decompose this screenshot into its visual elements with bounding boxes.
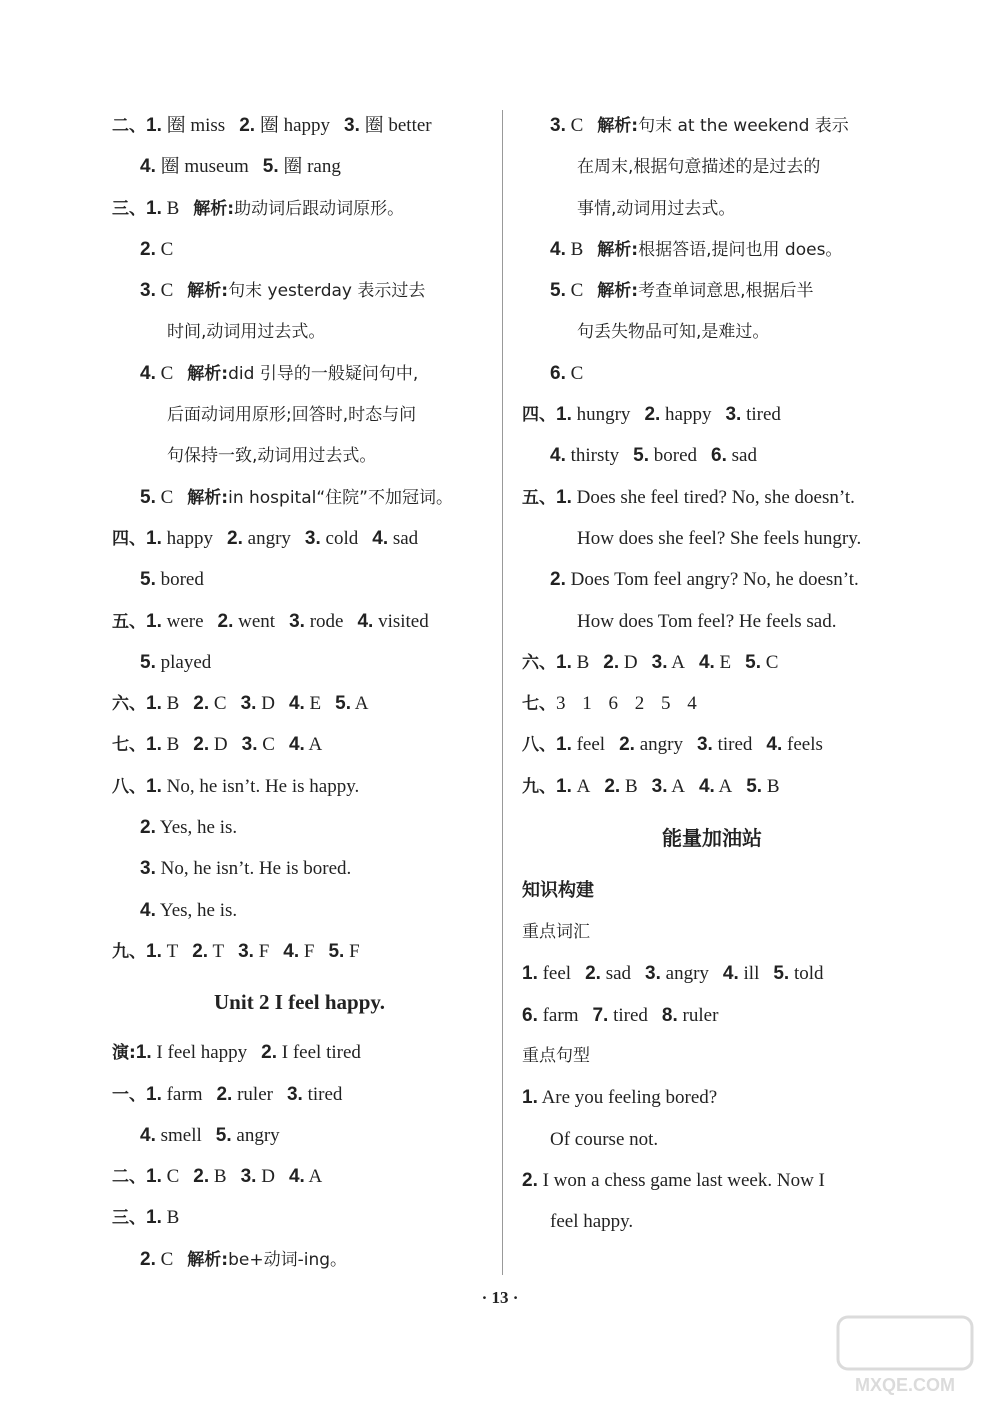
answer: Yes, he is. bbox=[159, 899, 238, 921]
item-number: 3. bbox=[550, 115, 566, 136]
item-number: 4. bbox=[288, 1166, 305, 1188]
section-marker: 三、 bbox=[112, 198, 146, 219]
item-number: 4. bbox=[288, 734, 305, 756]
item-number: 1. bbox=[146, 197, 162, 219]
answer: angry bbox=[247, 527, 291, 549]
answer-line bbox=[112, 683, 487, 724]
answer: D bbox=[213, 734, 228, 756]
item-number: 1. bbox=[146, 1083, 162, 1105]
subheading: 知识构建 bbox=[522, 880, 594, 902]
left-column bbox=[112, 105, 487, 1280]
answer-line bbox=[112, 188, 487, 229]
item-number: 3. bbox=[140, 858, 156, 880]
explanation-label: 解析: bbox=[597, 116, 639, 136]
answer: A bbox=[308, 734, 323, 756]
answer-line bbox=[522, 601, 902, 642]
answer: farm bbox=[166, 1083, 203, 1105]
answer-line bbox=[522, 724, 902, 765]
answer: feel happy. bbox=[550, 1211, 634, 1233]
answer: thirsty bbox=[570, 445, 620, 467]
answer: I feel happy bbox=[156, 1042, 248, 1064]
section-marker: 九、 bbox=[112, 941, 146, 962]
item-number: 4. bbox=[140, 156, 156, 178]
answer-line bbox=[112, 1197, 487, 1238]
answer: C bbox=[570, 362, 584, 384]
explanation-text: 在周末,根据句意描述的是过去的 bbox=[577, 157, 821, 178]
answer: feel bbox=[576, 734, 606, 756]
answer: A bbox=[671, 651, 685, 673]
item-number: 5. bbox=[746, 775, 763, 797]
answer: ruler bbox=[237, 1083, 273, 1105]
section-marker: 六、 bbox=[112, 694, 146, 715]
answer: F bbox=[349, 940, 360, 962]
item-number: 5. bbox=[745, 651, 762, 673]
item-number: 2. bbox=[140, 238, 156, 260]
answer: No, he isn’t. He is bored. bbox=[160, 858, 352, 880]
explanation-label: 解析: bbox=[193, 198, 235, 219]
item-number: 3. bbox=[645, 963, 661, 985]
answer: I won a chess game last week. Now I bbox=[542, 1169, 825, 1191]
section-marker: 五、 bbox=[112, 611, 146, 632]
answer-line bbox=[522, 559, 902, 600]
explanation-label: 解析: bbox=[187, 281, 229, 302]
answer: were bbox=[166, 610, 204, 632]
item-number: 2. bbox=[227, 527, 243, 549]
answer: played bbox=[160, 651, 212, 673]
explanation-text: 后面动词用原形;回答时,时态与问 bbox=[167, 405, 417, 426]
item-number: 7. bbox=[592, 1004, 609, 1026]
item-number: 3. bbox=[240, 1166, 257, 1188]
answer: C bbox=[570, 115, 584, 136]
answer: Does she feel tired? No, she doesn’t. bbox=[576, 486, 855, 508]
section-marker: 七、 bbox=[112, 735, 146, 756]
item-number: 3. bbox=[651, 775, 668, 797]
item-number: 2. bbox=[193, 1166, 210, 1188]
answer: 圈 better bbox=[364, 115, 432, 136]
explanation-text: 事情,动词用过去式。 bbox=[577, 198, 736, 219]
answer: C bbox=[570, 280, 584, 302]
explanation-text: 考查单词意思,根据后半 bbox=[638, 281, 814, 302]
answer: ruler bbox=[682, 1004, 719, 1026]
item-number: 2. bbox=[644, 404, 661, 426]
section-marker: 三、 bbox=[112, 1208, 146, 1229]
answer-line bbox=[522, 1119, 902, 1160]
answer: C bbox=[166, 1166, 180, 1188]
item-number: 1. bbox=[556, 734, 572, 756]
item-number: 2. bbox=[193, 693, 210, 715]
answer: B bbox=[166, 693, 180, 715]
answer-line bbox=[112, 766, 487, 807]
subheading: 重点句型 bbox=[522, 1045, 590, 1066]
section-marker: 二、 bbox=[112, 1167, 146, 1188]
item-number: 5. bbox=[328, 940, 345, 962]
answer: C bbox=[213, 693, 227, 715]
item-number: 2. bbox=[140, 1248, 156, 1270]
answer: 圈 miss bbox=[166, 115, 226, 136]
answer: B bbox=[624, 775, 638, 797]
item-number: 2. bbox=[192, 940, 209, 962]
answer-line bbox=[522, 146, 902, 187]
answer: B bbox=[166, 1207, 180, 1229]
item-number: 2. bbox=[585, 963, 601, 985]
answer: feel bbox=[542, 963, 572, 985]
explanation-label: 解析: bbox=[187, 1249, 229, 1270]
item-number: 5. bbox=[140, 651, 156, 673]
answer: E bbox=[309, 693, 322, 715]
item-number: 1. bbox=[556, 486, 572, 508]
answer-line bbox=[112, 146, 487, 187]
section-marker: 七、 bbox=[522, 694, 556, 715]
item-number: 6. bbox=[550, 362, 566, 384]
answer-line bbox=[522, 995, 902, 1036]
item-number: 2. bbox=[239, 115, 256, 136]
page-number: · 13 · bbox=[481, 1288, 519, 1307]
answer-line bbox=[112, 1156, 487, 1197]
item-number: 4. bbox=[698, 651, 715, 673]
answer: happy bbox=[166, 527, 214, 549]
item-number: 4. bbox=[550, 445, 566, 467]
subheading: 重点词汇 bbox=[522, 922, 590, 943]
answer-line bbox=[112, 394, 487, 435]
item-number: 2. bbox=[140, 817, 156, 839]
item-number: 4. bbox=[766, 734, 783, 756]
answer: D bbox=[623, 651, 638, 673]
answer: F bbox=[303, 940, 315, 962]
item-number: 5. bbox=[140, 486, 156, 508]
answer-line bbox=[522, 394, 902, 435]
answer: F bbox=[258, 940, 270, 962]
answer: B bbox=[166, 197, 180, 219]
section-marker: 一、 bbox=[112, 1084, 146, 1105]
answer-line bbox=[522, 642, 902, 683]
item-number: 1. bbox=[146, 693, 162, 715]
answer: 圈 happy bbox=[259, 115, 331, 136]
item-number: 1. bbox=[556, 404, 572, 426]
section-heading: 能量加油站 bbox=[662, 826, 762, 851]
answer: A bbox=[354, 693, 369, 715]
answer: sad bbox=[731, 445, 757, 467]
item-number: 3. bbox=[304, 527, 321, 549]
answer-line bbox=[522, 270, 902, 311]
answer-line bbox=[112, 229, 487, 270]
answer: C bbox=[765, 651, 779, 673]
answer: hungry bbox=[576, 404, 631, 426]
item-number: 4. bbox=[722, 963, 739, 985]
explanation-text: 句丢失物品可知,是难过。 bbox=[577, 322, 770, 343]
item-number: 2. bbox=[619, 734, 635, 756]
answer-line bbox=[112, 848, 487, 889]
answer: visited bbox=[378, 610, 429, 632]
section-marker: 九、 bbox=[522, 776, 556, 797]
item-number: 2. bbox=[522, 1169, 538, 1191]
answer: angry bbox=[665, 963, 709, 985]
answer-line bbox=[112, 1115, 487, 1156]
answer: tired bbox=[613, 1004, 648, 1026]
answer-line bbox=[522, 311, 902, 352]
answer: I feel tired bbox=[281, 1042, 361, 1064]
explanation-text: 时间,动词用过去式。 bbox=[167, 322, 326, 343]
item-number: 3. bbox=[238, 940, 254, 962]
item-number: 2. bbox=[603, 651, 620, 673]
answer: smell bbox=[160, 1124, 202, 1146]
answer: How does she feel? She feels hungry. bbox=[577, 527, 862, 549]
answer: bored bbox=[653, 445, 698, 467]
answer: E bbox=[719, 651, 732, 673]
answer-line bbox=[522, 953, 902, 994]
answer: went bbox=[238, 610, 276, 632]
answer-line bbox=[522, 477, 902, 518]
answer-line bbox=[522, 353, 902, 394]
answer: C bbox=[262, 734, 275, 756]
answer-line bbox=[522, 1201, 902, 1242]
answer: bored bbox=[160, 569, 204, 591]
answer-line bbox=[112, 1032, 487, 1073]
item-number: 1. bbox=[146, 775, 162, 797]
answer-line bbox=[112, 931, 487, 972]
item-number: 4. bbox=[283, 940, 300, 962]
answer: ill bbox=[743, 963, 760, 985]
answer-line bbox=[112, 518, 487, 559]
answer: B bbox=[576, 651, 590, 673]
item-number: 5. bbox=[215, 1124, 232, 1146]
answer-line bbox=[112, 724, 487, 765]
answer: told bbox=[793, 963, 824, 985]
answer: C bbox=[160, 1248, 174, 1270]
answer: farm bbox=[542, 1004, 579, 1026]
answer: Are you feeling bored? bbox=[541, 1087, 718, 1109]
explanation-text: 根据答语,提问也用 does。 bbox=[638, 239, 843, 260]
explanation-text: 句末 yesterday 表示过去 bbox=[228, 281, 426, 302]
answer: B bbox=[166, 734, 180, 756]
answer: rode bbox=[309, 610, 344, 632]
item-number: 1. bbox=[135, 1042, 152, 1064]
explanation-text: in hospital“住院”不加冠词。 bbox=[228, 487, 453, 508]
item-number: 1. bbox=[522, 963, 538, 985]
item-number: 3. bbox=[240, 693, 257, 715]
answer-line bbox=[112, 1074, 487, 1115]
answer: T bbox=[212, 940, 225, 962]
answer: T bbox=[166, 940, 179, 962]
answer: Of course not. bbox=[550, 1128, 659, 1150]
item-number: 1. bbox=[146, 115, 162, 136]
section-marker: 四、 bbox=[112, 528, 146, 549]
explanation-text: 句末 at the weekend 表示 bbox=[638, 116, 849, 136]
item-number: 1. bbox=[146, 1207, 162, 1229]
answer: angry bbox=[236, 1124, 280, 1146]
unit-heading: Unit 2 I feel happy. bbox=[214, 990, 385, 1015]
answer: sad bbox=[605, 963, 632, 985]
section-marker: 八、 bbox=[112, 776, 146, 797]
section-marker: 六、 bbox=[522, 652, 556, 673]
answer: angry bbox=[639, 734, 683, 756]
item-number: 3. bbox=[344, 115, 360, 136]
answer-line bbox=[522, 188, 902, 229]
section-marker: 演: bbox=[112, 1043, 136, 1064]
item-number: 4. bbox=[357, 610, 374, 632]
item-number: 4. bbox=[140, 899, 156, 921]
item-number: 1. bbox=[146, 610, 162, 632]
answer-line bbox=[522, 518, 902, 559]
answer: No, he isn’t. He is happy. bbox=[166, 775, 360, 797]
answer: 3 1 6 2 5 4 bbox=[556, 693, 697, 715]
section-marker: 四、 bbox=[522, 405, 556, 426]
answer-line bbox=[522, 1077, 902, 1118]
item-number: 1. bbox=[146, 1166, 162, 1188]
item-number: 6. bbox=[522, 1004, 538, 1026]
explanation-label: 解析: bbox=[187, 363, 229, 384]
answer-line bbox=[112, 807, 487, 848]
item-number: 3. bbox=[140, 280, 156, 302]
answer: B bbox=[213, 1166, 227, 1188]
item-number: 2. bbox=[216, 1083, 233, 1105]
answer-line bbox=[522, 435, 902, 476]
answer-line bbox=[112, 559, 487, 600]
answer-line bbox=[112, 353, 487, 394]
item-number: 1. bbox=[556, 651, 572, 673]
answer: B bbox=[766, 775, 780, 797]
item-number: 4. bbox=[698, 775, 715, 797]
explanation-text: 句保持一致,动词用过去式。 bbox=[167, 446, 377, 467]
item-number: 5. bbox=[335, 693, 352, 715]
answer: tired bbox=[717, 734, 753, 756]
item-number: 1. bbox=[146, 527, 162, 549]
item-number: 2. bbox=[550, 569, 566, 591]
answer-line bbox=[112, 601, 487, 642]
item-number: 4. bbox=[372, 527, 389, 549]
answer: feels bbox=[787, 734, 823, 756]
answer: D bbox=[261, 693, 275, 715]
section-marker: 二、 bbox=[112, 116, 146, 136]
answer: 圈 rang bbox=[283, 156, 341, 178]
explanation-text: be+动词-ing。 bbox=[228, 1249, 348, 1270]
item-number: 3. bbox=[286, 1083, 303, 1105]
explanation-label: 解析: bbox=[187, 487, 229, 508]
answer: tired bbox=[307, 1083, 343, 1105]
item-number: 6. bbox=[711, 445, 727, 467]
item-number: 4. bbox=[140, 1124, 156, 1146]
answer-line bbox=[522, 1160, 902, 1201]
answer-line bbox=[522, 766, 902, 807]
right-column bbox=[522, 105, 902, 1242]
item-number: 4. bbox=[288, 693, 305, 715]
answer-line bbox=[112, 890, 487, 931]
watermark-text: MXQE.COM bbox=[854, 1375, 956, 1395]
answer-line bbox=[112, 435, 487, 476]
answer-line bbox=[112, 311, 487, 352]
answer: tired bbox=[746, 404, 781, 426]
item-number: 2. bbox=[217, 610, 234, 632]
section-marker: 五、 bbox=[522, 487, 556, 508]
answer: How does Tom feel? He feels sad. bbox=[577, 610, 837, 632]
item-number: 8. bbox=[661, 1004, 678, 1026]
explanation-label: 解析: bbox=[597, 239, 639, 260]
item-number: 3. bbox=[725, 404, 742, 426]
answer: C bbox=[160, 280, 174, 302]
watermark-icon bbox=[830, 1311, 980, 1401]
item-number: 2. bbox=[193, 734, 210, 756]
column-divider bbox=[502, 110, 503, 1275]
answer: happy bbox=[665, 404, 712, 426]
item-number: 5. bbox=[262, 156, 279, 178]
explanation-text: did 引导的一般疑问句中, bbox=[228, 363, 419, 384]
explanation-label: 解析: bbox=[597, 281, 639, 302]
answer-line bbox=[112, 1239, 487, 1280]
answer: cold bbox=[325, 527, 359, 549]
answer: B bbox=[570, 238, 584, 260]
item-number: 1. bbox=[522, 1087, 538, 1109]
answer-line bbox=[112, 642, 487, 683]
item-number: 4. bbox=[550, 238, 566, 260]
answer-line bbox=[112, 270, 487, 311]
item-number: 5. bbox=[550, 280, 566, 302]
item-number: 3. bbox=[696, 734, 713, 756]
section-marker: 八、 bbox=[522, 735, 556, 756]
item-number: 1. bbox=[146, 940, 162, 962]
answer-line bbox=[522, 683, 902, 724]
answer: A bbox=[308, 1166, 323, 1188]
item-number: 4. bbox=[140, 362, 156, 384]
item-number: 2. bbox=[261, 1042, 278, 1064]
answer: A bbox=[671, 775, 685, 797]
answer: A bbox=[718, 775, 733, 797]
watermark-logo bbox=[830, 1311, 980, 1401]
answer: C bbox=[160, 486, 174, 508]
answer: 圈 museum bbox=[160, 156, 249, 178]
item-number: 5. bbox=[773, 963, 790, 985]
answer: D bbox=[261, 1166, 275, 1188]
answer-line bbox=[112, 477, 487, 518]
answer: Does Tom feel angry? No, he doesn’t. bbox=[570, 569, 859, 591]
answer: C bbox=[160, 362, 174, 384]
explanation-text: 助动词后跟动词原形。 bbox=[234, 198, 405, 219]
item-number: 5. bbox=[633, 445, 650, 467]
item-number: 3. bbox=[651, 651, 668, 673]
answer-line bbox=[522, 229, 902, 270]
item-number: 1. bbox=[556, 775, 572, 797]
answer: C bbox=[160, 238, 174, 260]
item-number: 2. bbox=[604, 775, 621, 797]
answer: Yes, he is. bbox=[159, 817, 238, 839]
answer: A bbox=[576, 775, 591, 797]
item-number: 5. bbox=[140, 569, 156, 591]
answer-line bbox=[112, 105, 487, 146]
item-number: 1. bbox=[146, 734, 162, 756]
item-number: 3. bbox=[289, 610, 305, 632]
answer-line bbox=[522, 105, 902, 146]
item-number: 3. bbox=[241, 734, 258, 756]
answer: sad bbox=[392, 527, 419, 549]
